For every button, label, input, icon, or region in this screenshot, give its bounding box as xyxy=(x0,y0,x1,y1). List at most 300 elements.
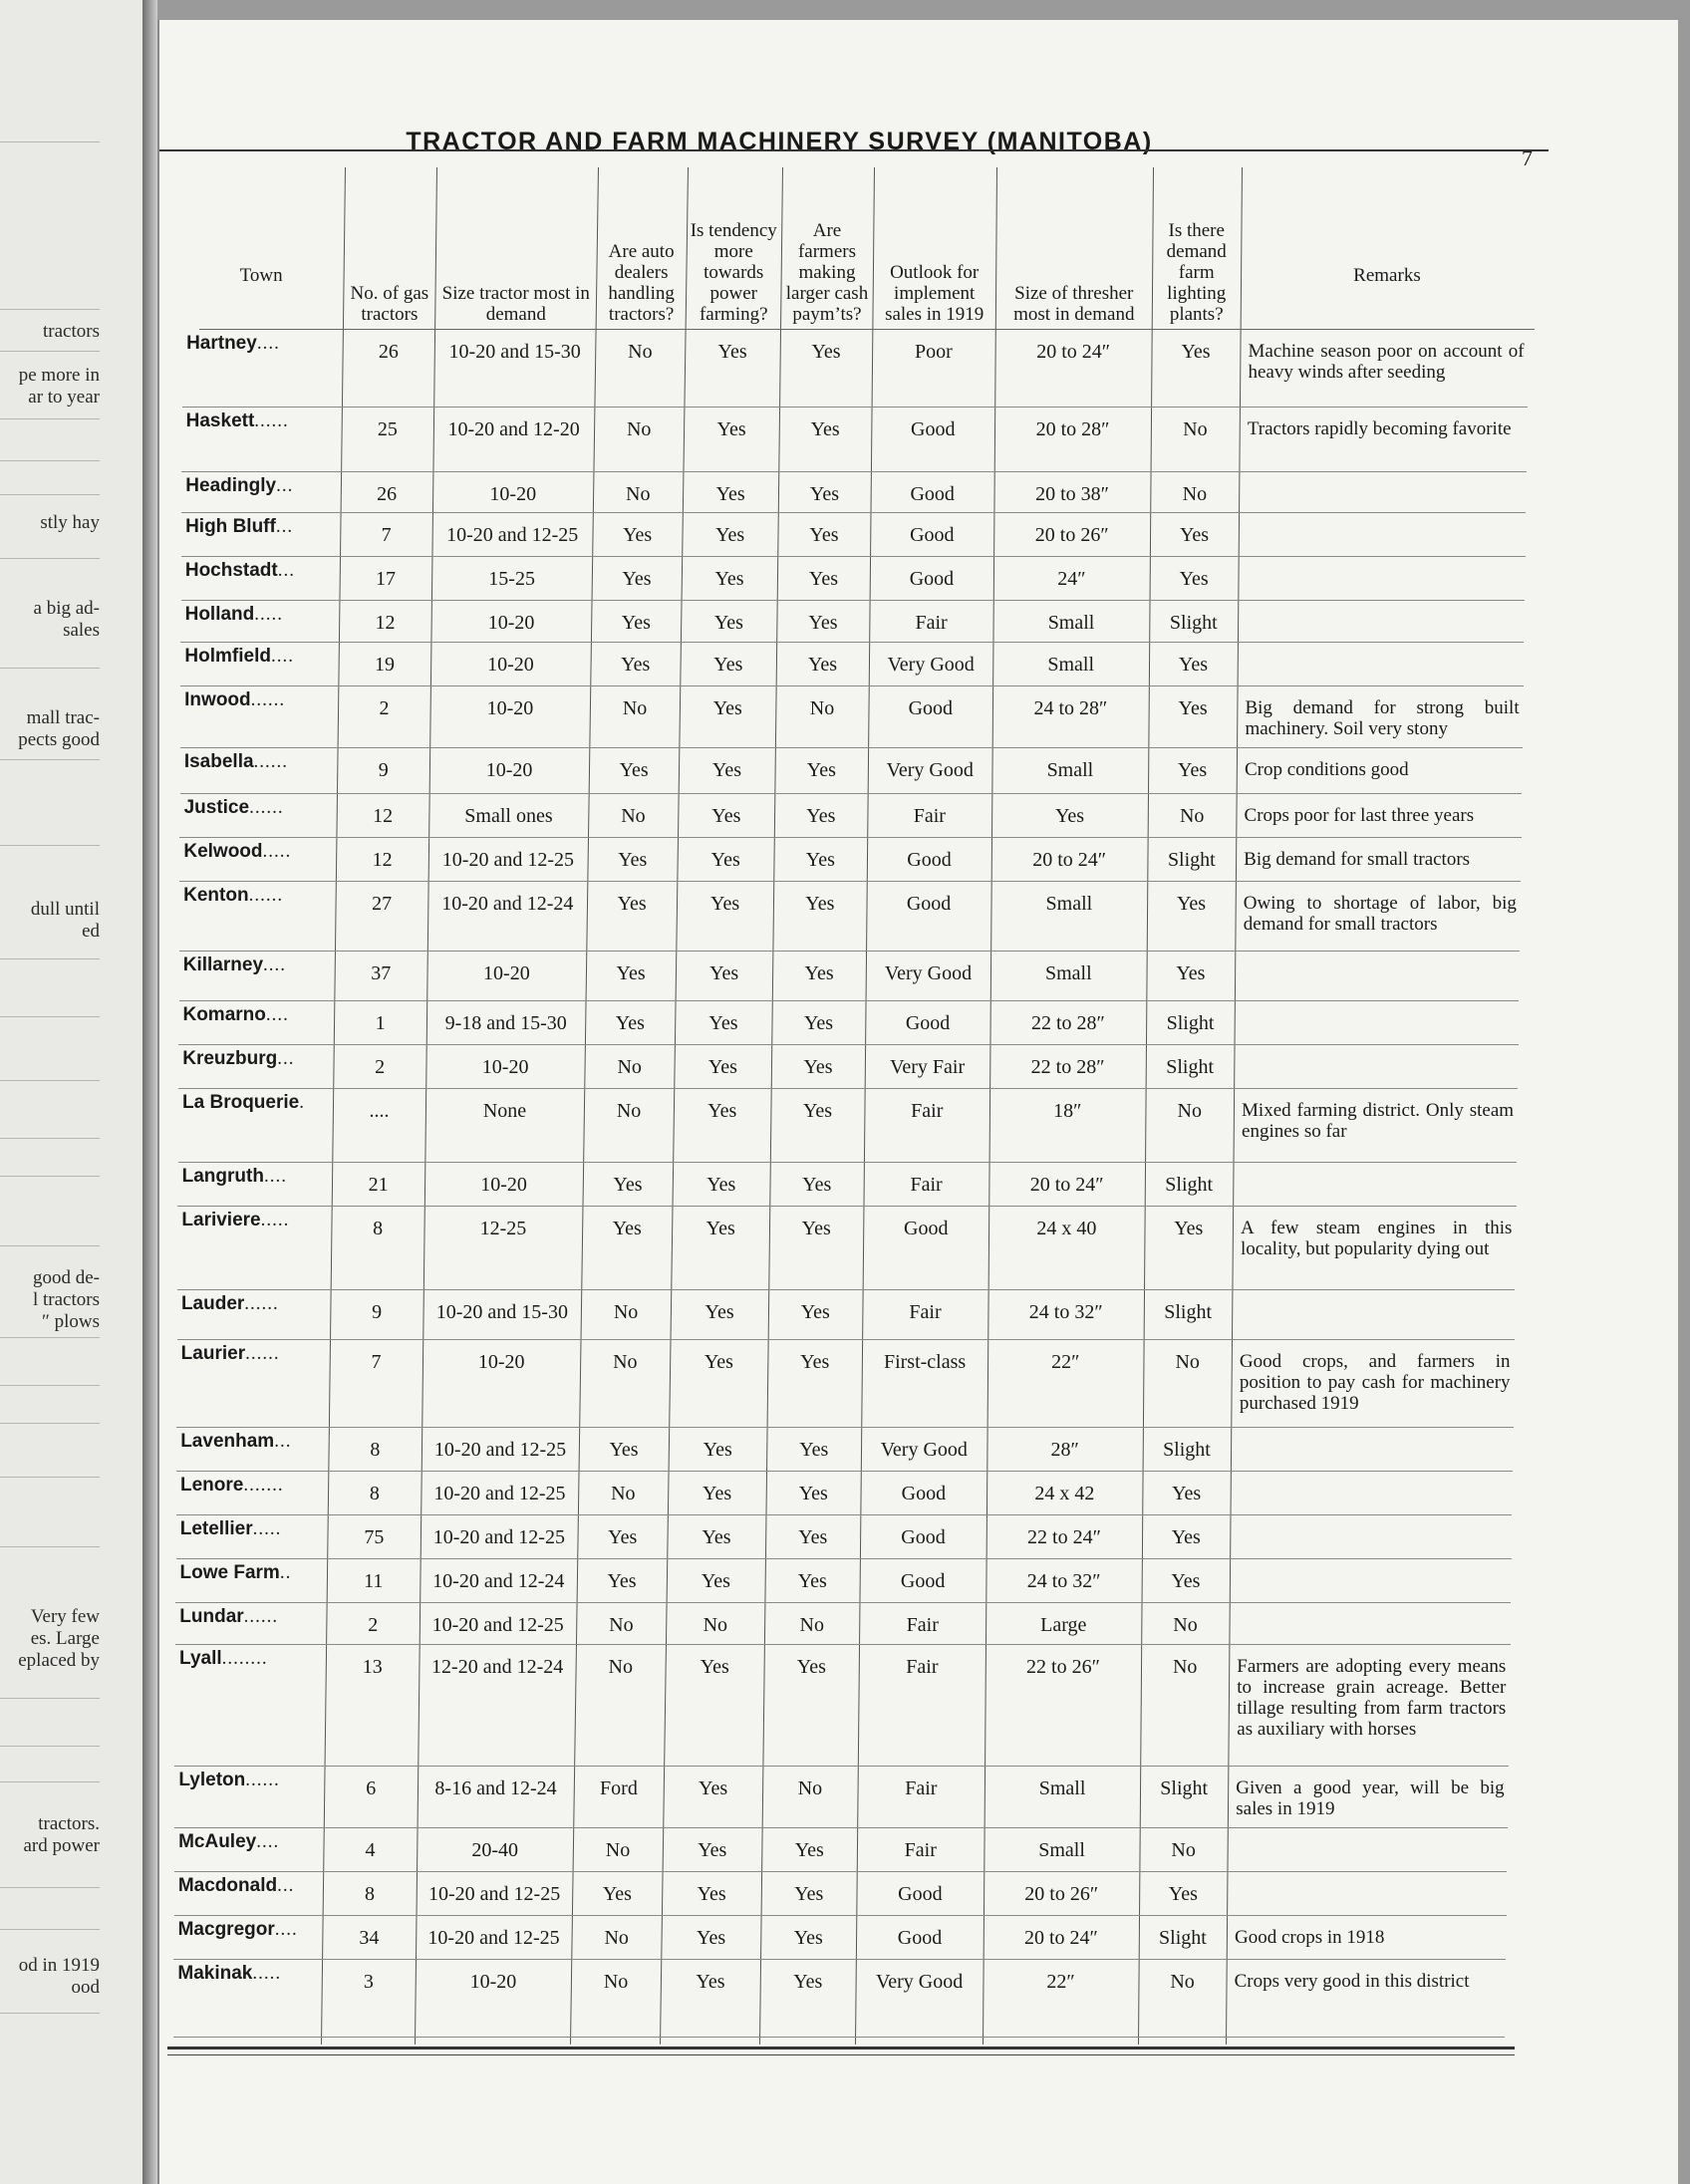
cash-cell: Yes xyxy=(802,1100,833,1122)
thresher-cell: 20 to 24″ xyxy=(1032,849,1107,871)
town-name: Lundar xyxy=(179,1606,244,1627)
lighting-cell: No xyxy=(1172,1656,1198,1678)
facing-page-text: pects good xyxy=(18,729,100,750)
thresher-cell: 24″ xyxy=(1057,568,1086,590)
cash-cell: Yes xyxy=(805,893,835,915)
thresher-cell: 22 to 28″ xyxy=(1030,1056,1105,1078)
facing-page-text: ar to year xyxy=(28,387,100,408)
leader-dots: ...... xyxy=(249,797,284,818)
town-name: Hartney xyxy=(186,333,257,354)
lighting-cell: Yes xyxy=(1176,962,1206,984)
leader-dots: ... xyxy=(275,516,294,537)
cash-cell: Yes xyxy=(794,1839,824,1861)
remarks-cell: Given a good year, will be big sales in 1919 xyxy=(1236,1777,1505,1819)
cash-cell: Yes xyxy=(793,1927,823,1949)
tractors-cell: 37 xyxy=(371,962,392,984)
cash-cell: Yes xyxy=(809,524,839,546)
tractors-cell: 21 xyxy=(368,1174,389,1196)
lighting-cell: Slight xyxy=(1166,1056,1215,1078)
lighting-cell: No xyxy=(1171,1839,1196,1861)
auto-cell: Yes xyxy=(618,849,648,871)
auto-cell: Yes xyxy=(617,893,647,915)
lighting-cell: No xyxy=(1177,1100,1202,1122)
town-name: Lavenham xyxy=(180,1431,275,1452)
size-cell: 10-20 and 12-25 xyxy=(441,849,574,871)
thresher-cell: 20 to 24″ xyxy=(1029,1174,1104,1196)
leader-dots: .... xyxy=(270,646,294,667)
facing-page-rule xyxy=(0,418,100,419)
facing-page-text: ed xyxy=(82,921,100,942)
thresher-cell: 20 to 24″ xyxy=(1023,1927,1098,1949)
tractors-cell: 7 xyxy=(381,524,392,546)
town-name: Haskett xyxy=(185,410,255,431)
book-gutter xyxy=(142,0,157,2184)
outlook-cell: Good xyxy=(901,1526,946,1548)
thresher-cell: 28″ xyxy=(1050,1439,1079,1461)
town-name: Letellier xyxy=(179,1518,253,1539)
facing-page-text: sales xyxy=(63,620,100,641)
cash-cell: Yes xyxy=(798,1526,828,1548)
tractors-cell: 9 xyxy=(378,759,389,781)
lighting-cell: Slight xyxy=(1167,849,1216,871)
town-name: Holland xyxy=(184,604,255,625)
leader-dots: .... xyxy=(256,1831,280,1852)
tractors-cell: 19 xyxy=(375,654,395,676)
cash-cell: Yes xyxy=(806,759,836,781)
facing-page-text: pe more in xyxy=(18,365,100,386)
tendency-cell: Yes xyxy=(716,418,746,440)
leader-dots: ...... xyxy=(244,1293,279,1314)
cash-cell: Yes xyxy=(811,341,841,363)
facing-page-rule xyxy=(0,2013,100,2014)
size-cell: 12-25 xyxy=(479,1218,527,1239)
size-cell: 9-18 and 15-30 xyxy=(444,1012,567,1034)
column-header: Are farmers making larger cash paym’ts? xyxy=(785,220,869,325)
tendency-cell: Yes xyxy=(704,1351,733,1373)
outlook-cell: Fair xyxy=(913,805,946,827)
facing-page-rule xyxy=(0,759,100,760)
auto-cell: No xyxy=(621,805,646,827)
facing-page-rule xyxy=(0,1746,100,1747)
size-cell: 10-20 and 12-25 xyxy=(433,1439,567,1461)
town-name: Macdonald xyxy=(177,1875,278,1896)
tractors-cell: 12 xyxy=(373,805,394,827)
size-cell: 10-20 xyxy=(480,1174,527,1196)
leader-dots: .... xyxy=(265,1004,289,1025)
tendency-cell: Yes xyxy=(707,1056,737,1078)
auto-cell: No xyxy=(613,1301,639,1323)
size-cell: 10-20 and 12-25 xyxy=(433,1483,566,1504)
thresher-cell: 24 to 32″ xyxy=(1026,1570,1101,1592)
cash-cell: Yes xyxy=(808,568,839,590)
facing-page-text: od in 1919 xyxy=(18,1955,100,1976)
column-header: Is there demand farm lighting plants? xyxy=(1166,220,1227,325)
cash-cell: Yes xyxy=(804,962,834,984)
tractors-cell: 6 xyxy=(366,1777,377,1799)
auto-cell: No xyxy=(626,418,652,440)
thresher-cell: 20 to 24″ xyxy=(1036,341,1111,363)
size-cell: 10-20 xyxy=(485,759,533,781)
facing-page-rule xyxy=(0,1176,100,1177)
tendency-cell: Yes xyxy=(701,1570,730,1592)
outlook-cell: Good xyxy=(910,524,955,546)
size-cell: 15-25 xyxy=(488,568,535,590)
tractors-cell: 1 xyxy=(375,1012,386,1034)
size-cell: 10-20 xyxy=(489,483,537,505)
size-cell: 10-20 xyxy=(481,1056,529,1078)
tendency-cell: Yes xyxy=(710,893,740,915)
tendency-cell: Yes xyxy=(714,568,744,590)
facing-page-text: l tractors xyxy=(32,1289,100,1310)
cash-cell: Yes xyxy=(797,1570,827,1592)
thresher-cell: 20 to 26″ xyxy=(1034,524,1109,546)
remarks-cell: Good crops in 1918 xyxy=(1234,1927,1385,1948)
thresher-cell: Small xyxy=(1038,1839,1085,1861)
facing-page-rule xyxy=(0,1477,100,1478)
tractors-cell: 8 xyxy=(369,1483,380,1504)
outlook-cell: Very Good xyxy=(880,1439,968,1461)
cash-cell: No xyxy=(797,1777,823,1799)
size-cell: None xyxy=(482,1100,527,1122)
tractors-cell: 26 xyxy=(377,483,398,505)
auto-cell: No xyxy=(613,1351,638,1373)
thresher-cell: Small xyxy=(1045,893,1093,915)
leader-dots: ........ xyxy=(221,1648,268,1669)
thresher-cell: Small xyxy=(1038,1777,1086,1799)
facing-page-rule xyxy=(0,1423,100,1424)
auto-cell: No xyxy=(605,1839,631,1861)
auto-cell: Yes xyxy=(619,759,649,781)
outlook-cell: Good xyxy=(901,1483,947,1504)
town-name: High Bluff xyxy=(185,516,276,537)
auto-cell: No xyxy=(603,1971,629,1993)
size-cell: 20-40 xyxy=(471,1839,519,1861)
auto-cell: No xyxy=(628,341,653,363)
outlook-cell: Good xyxy=(904,1218,949,1239)
thresher-cell: 22 to 28″ xyxy=(1031,1012,1105,1034)
outlook-cell: Good xyxy=(897,1927,943,1949)
leader-dots: ...... xyxy=(254,410,289,431)
tractors-cell: .... xyxy=(369,1100,390,1122)
lighting-cell: Yes xyxy=(1174,1218,1204,1239)
tendency-cell: Yes xyxy=(702,1526,731,1548)
outlook-cell: Good xyxy=(910,483,955,505)
auto-cell: Yes xyxy=(621,654,651,676)
remarks-cell: Good crops, and farmers in position to pay cash for machinery purchased 1919 xyxy=(1239,1351,1511,1414)
tendency-cell: Yes xyxy=(713,612,743,634)
facing-page-rule xyxy=(0,460,100,461)
lighting-cell: Yes xyxy=(1168,1883,1198,1905)
town-name: Lyall xyxy=(179,1648,222,1669)
cash-cell: Yes xyxy=(810,418,840,440)
tendency-cell: Yes xyxy=(708,1012,738,1034)
auto-cell: Yes xyxy=(613,1174,643,1196)
tendency-cell: Yes xyxy=(697,1883,726,1905)
auto-cell: Yes xyxy=(609,1439,639,1461)
town-name: Langruth xyxy=(181,1166,264,1187)
column-header: Remarks xyxy=(1353,264,1421,286)
outlook-cell: Good xyxy=(907,849,952,871)
page-title: TRACTOR AND FARM MACHINERY SURVEY (MANITOBA) xyxy=(406,128,1153,155)
thresher-cell: Small xyxy=(1046,759,1094,781)
cash-cell: Yes xyxy=(803,1056,833,1078)
leader-dots: ..... xyxy=(252,1518,282,1539)
column-header: No. of gas tractors xyxy=(350,283,429,325)
cash-cell: Yes xyxy=(806,805,836,827)
facing-page-rule xyxy=(0,1385,100,1386)
tendency-cell: Yes xyxy=(709,962,739,984)
town-name: Holmfield xyxy=(184,646,271,667)
facing-page-rule xyxy=(0,845,100,846)
leader-dots: ... xyxy=(277,560,295,581)
leader-dots: ...... xyxy=(248,885,284,906)
facing-page-rule xyxy=(0,1245,100,1246)
thresher-cell: 20 to 26″ xyxy=(1024,1883,1099,1905)
size-cell: 10-20 and 12-25 xyxy=(446,524,579,546)
thresher-cell: Yes xyxy=(1054,805,1085,827)
tractors-cell: 2 xyxy=(379,697,390,719)
leader-dots: .... xyxy=(256,333,280,354)
size-cell: 10-20 xyxy=(487,612,535,634)
auto-cell: Yes xyxy=(615,1012,645,1034)
tractors-cell: 13 xyxy=(362,1656,383,1678)
outlook-cell: Good xyxy=(908,697,954,719)
tractors-cell: 2 xyxy=(375,1056,386,1078)
auto-cell: Yes xyxy=(608,1526,638,1548)
leader-dots: .... xyxy=(263,1166,287,1187)
facing-page-rule xyxy=(0,309,100,310)
leader-dots: ..... xyxy=(252,1963,282,1984)
facing-page-rule xyxy=(0,958,100,959)
lighting-cell: Yes xyxy=(1176,893,1207,915)
tractors-cell: 3 xyxy=(363,1971,374,1993)
tractors-cell: 27 xyxy=(372,893,393,915)
outlook-cell: Good xyxy=(906,893,952,915)
outlook-cell: Fair xyxy=(906,1656,939,1678)
size-cell: 10-20 and 12-24 xyxy=(432,1570,565,1592)
lighting-cell: No xyxy=(1173,1614,1198,1636)
cash-cell: No xyxy=(809,697,835,719)
lighting-cell: No xyxy=(1175,1351,1200,1373)
town-name: Kelwood xyxy=(183,841,263,862)
tendency-cell: Yes xyxy=(703,1483,732,1504)
lighting-cell: Yes xyxy=(1179,524,1210,546)
auto-cell: Yes xyxy=(623,524,653,546)
facing-page-text: es. Large xyxy=(30,1628,100,1649)
lighting-cell: Slight xyxy=(1169,612,1218,634)
outlook-cell: Fair xyxy=(904,1839,937,1861)
size-cell: 10-20 and 15-30 xyxy=(448,341,581,363)
size-cell: Small ones xyxy=(464,805,553,827)
facing-page-text: stly hay xyxy=(40,512,100,533)
thresher-cell: 22″ xyxy=(1051,1351,1080,1373)
leader-dots: ...... xyxy=(243,1606,279,1627)
remarks-cell: Machine season poor on account of heavy winds after seeding xyxy=(1248,341,1525,383)
thresher-cell: 24 to 28″ xyxy=(1033,697,1108,719)
remarks-cell: Mixed farming district. Only steam engines so far xyxy=(1242,1100,1515,1142)
facing-page-text: ard power xyxy=(23,1835,100,1856)
tendency-cell: Yes xyxy=(706,1174,736,1196)
thresher-cell: 24 x 42 xyxy=(1034,1483,1095,1504)
town-name: La Broquerie xyxy=(182,1092,300,1113)
outlook-cell: Very Fair xyxy=(890,1056,966,1078)
facing-page-text: good de- xyxy=(32,1267,100,1288)
lighting-cell: Yes xyxy=(1172,1483,1202,1504)
tendency-cell: Yes xyxy=(711,759,741,781)
thresher-cell: 18″ xyxy=(1053,1100,1082,1122)
remarks-cell: A few steam engines in this locality, but popularity dying out xyxy=(1241,1218,1513,1259)
outlook-cell: Good xyxy=(911,418,956,440)
lighting-cell: Slight xyxy=(1164,1301,1213,1323)
tractors-cell: 12 xyxy=(372,849,393,871)
town-name: Laurier xyxy=(180,1343,246,1364)
town-name: Hochstadt xyxy=(184,560,278,581)
outlook-cell: Very Good xyxy=(876,1971,964,1993)
thresher-cell: 22″ xyxy=(1046,1971,1075,1993)
facing-page-text: ″ plows xyxy=(41,1311,100,1332)
tractors-cell: 9 xyxy=(372,1301,383,1323)
size-cell: 10-20 xyxy=(486,697,534,719)
tendency-cell: Yes xyxy=(697,1927,726,1949)
auto-cell: No xyxy=(622,697,648,719)
lighting-cell: No xyxy=(1179,805,1205,827)
outlook-cell: Very Good xyxy=(884,962,973,984)
tendency-cell: Yes xyxy=(715,483,745,505)
leader-dots: .... xyxy=(274,1919,298,1940)
leader-dots: ....... xyxy=(243,1475,284,1496)
column-header: Town xyxy=(239,264,283,286)
tendency-cell: Yes xyxy=(696,1971,725,1993)
leader-dots: ...... xyxy=(250,689,286,710)
cash-cell: Yes xyxy=(796,1656,826,1678)
facing-page-text: tractors. xyxy=(38,1813,100,1834)
tendency-cell: Yes xyxy=(717,341,747,363)
facing-page-rule xyxy=(0,351,100,352)
town-name: Lariviere xyxy=(181,1210,261,1230)
column-header: Size tractor most in demand xyxy=(441,283,590,325)
tractors-cell: 4 xyxy=(365,1839,376,1861)
lighting-cell: Yes xyxy=(1171,1570,1201,1592)
size-cell: 12-20 and 12-24 xyxy=(431,1656,564,1678)
lighting-cell: Slight xyxy=(1165,1174,1214,1196)
tractors-cell: 26 xyxy=(378,341,399,363)
lighting-cell: Slight xyxy=(1166,1012,1215,1034)
auto-cell: No xyxy=(609,1614,634,1636)
cash-cell: Yes xyxy=(798,1483,828,1504)
size-cell: 10-20 and 15-30 xyxy=(435,1301,568,1323)
outlook-cell: Poor xyxy=(915,341,953,363)
thresher-cell: Small xyxy=(1047,612,1095,634)
lighting-cell: Yes xyxy=(1171,1526,1201,1548)
leader-dots: ... xyxy=(274,1431,292,1452)
tendency-cell: Yes xyxy=(712,697,742,719)
town-name: Kreuzburg xyxy=(182,1048,278,1069)
thresher-cell: 24 x 40 xyxy=(1036,1218,1097,1239)
outlook-cell: Fair xyxy=(910,1174,943,1196)
outlook-cell: Fair xyxy=(909,1301,942,1323)
facing-page-rule xyxy=(0,1080,100,1081)
size-cell: 10-20 and 12-25 xyxy=(431,1614,564,1636)
town-name: Lauder xyxy=(180,1293,245,1314)
cash-cell: Yes xyxy=(809,483,839,505)
auto-cell: Yes xyxy=(621,612,651,634)
town-name: Macgregor xyxy=(177,1919,275,1940)
auto-cell: Ford xyxy=(600,1777,638,1799)
outlook-cell: Fair xyxy=(906,1614,939,1636)
leader-dots: ... xyxy=(277,1875,295,1896)
leader-dots: ..... xyxy=(254,604,284,625)
leader-dots: ...... xyxy=(245,1770,280,1790)
town-name: Komarno xyxy=(182,1004,266,1025)
lighting-cell: Slight xyxy=(1163,1439,1211,1461)
auto-cell: No xyxy=(604,1927,629,1949)
facing-page-rule xyxy=(0,1337,100,1338)
cash-cell: Yes xyxy=(803,1012,834,1034)
facing-page-text: ood xyxy=(71,1977,100,1998)
tractors-cell: 34 xyxy=(359,1927,380,1949)
remarks-cell: Farmers are adopting every means to increase grain acreage. Better tillage resulting from farm tractors as auxiliary with horses xyxy=(1237,1656,1507,1740)
tendency-cell: Yes xyxy=(705,1218,735,1239)
auto-cell: No xyxy=(608,1656,633,1678)
tendency-cell: Yes xyxy=(715,524,745,546)
size-cell: 10-20 xyxy=(469,1971,517,1993)
cash-cell: Yes xyxy=(793,1971,823,1993)
tendency-cell: Yes xyxy=(710,849,740,871)
auto-cell: Yes xyxy=(622,568,652,590)
cash-cell: Yes xyxy=(799,1439,829,1461)
tractors-cell: 8 xyxy=(373,1218,384,1239)
facing-page-rule xyxy=(0,1138,100,1139)
town-name: Headingly xyxy=(185,475,277,496)
tendency-cell: Yes xyxy=(704,1301,734,1323)
tendency-cell: Yes xyxy=(707,1100,737,1122)
facing-page-rule xyxy=(0,1781,100,1782)
facing-page-rule xyxy=(0,1887,100,1888)
leader-dots: ..... xyxy=(260,1210,290,1230)
town-name: Killarney xyxy=(182,955,264,975)
tractors-cell: 12 xyxy=(375,612,396,634)
leader-dots: ...... xyxy=(253,751,289,772)
facing-page-rule xyxy=(0,558,100,559)
lighting-cell: Yes xyxy=(1179,568,1209,590)
tendency-cell: Yes xyxy=(713,654,743,676)
town-name: Inwood xyxy=(184,689,251,710)
outlook-cell: First-class xyxy=(883,1351,967,1373)
thresher-cell: Small xyxy=(1047,654,1095,676)
document-page xyxy=(157,20,1678,2184)
auto-cell: No xyxy=(616,1100,642,1122)
facing-page-fragment xyxy=(0,0,142,2184)
remarks-cell: Big demand for strong built machinery. Soil very stony xyxy=(1245,697,1520,739)
remarks-cell: Tractors rapidly becoming favorite xyxy=(1247,418,1512,439)
town-name: Lenore xyxy=(179,1475,244,1496)
leader-dots: .... xyxy=(263,955,287,975)
size-cell: 10-20 xyxy=(487,654,534,676)
auto-cell: No xyxy=(611,1483,636,1504)
lighting-cell: Yes xyxy=(1178,654,1209,676)
cash-cell: Yes xyxy=(800,1301,830,1323)
tendency-cell: Yes xyxy=(698,1839,727,1861)
facing-page-rule xyxy=(0,494,100,495)
thresher-cell: 20 to 38″ xyxy=(1035,483,1109,505)
outlook-cell: Fair xyxy=(911,1100,944,1122)
tendency-cell: Yes xyxy=(703,1439,732,1461)
column-header: Outlook for implement sales in 1919 xyxy=(885,262,985,325)
facing-page-rule xyxy=(0,1698,100,1699)
lighting-cell: No xyxy=(1170,1971,1195,1993)
tractors-cell: 25 xyxy=(377,418,398,440)
size-cell: 10-20 and 12-25 xyxy=(432,1526,565,1548)
